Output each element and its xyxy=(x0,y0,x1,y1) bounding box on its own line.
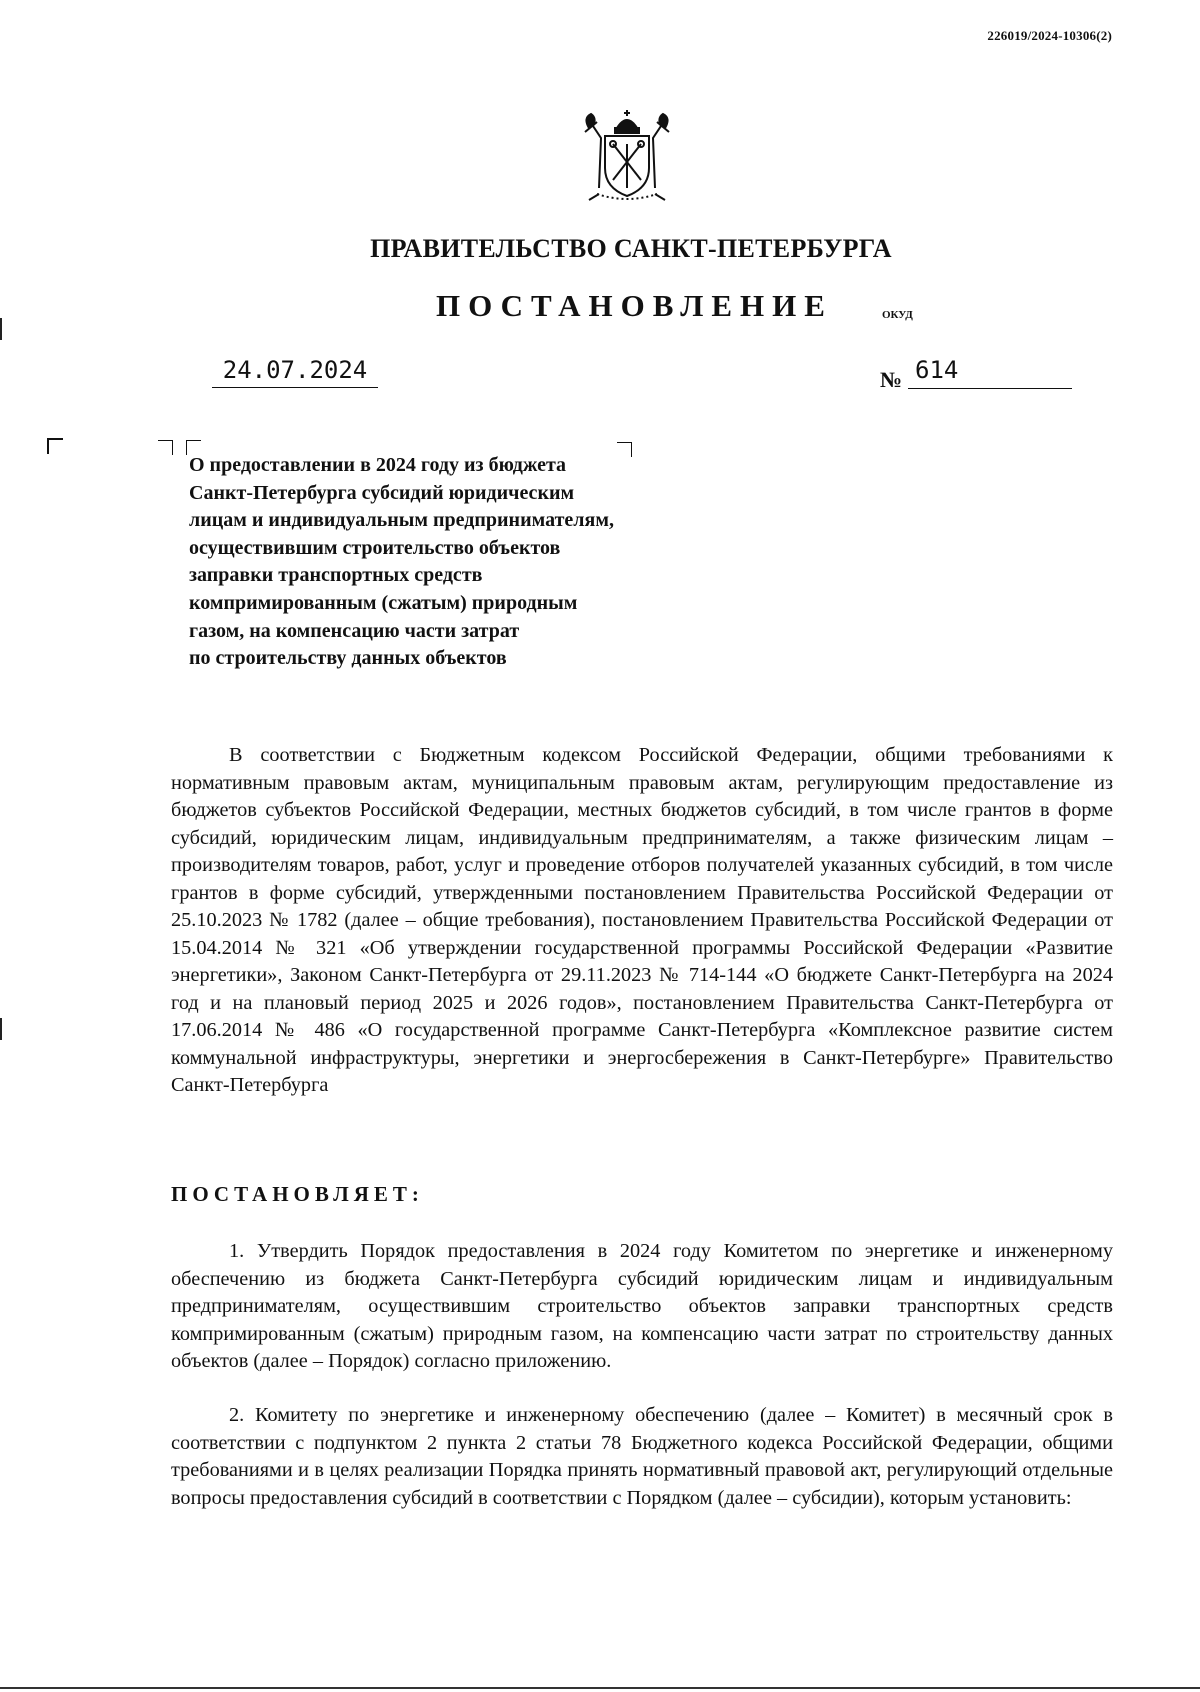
resolution-item-2: 2. Комитету по энергетике и инженерному обеспечению (далее – Комитет) в месячный срок в соответствии с подпунктом 2 пункта 2 статьи 78 Бюджетного кодекса Российской Федерации, общими требованиями и в целях реализации Порядка принять нормативный правовой акт, регулирующий отдельные вопросы предоставления субсидий в соответствии с Порядком (далее – субсидии), которым установить: xyxy=(171,1404,1113,1509)
subject-corner-mark xyxy=(158,440,173,455)
subject-line: лицам и индивидуальным предпринимателям, xyxy=(189,509,614,532)
resolves-heading: ПОСТАНОВЛЯЕТ: xyxy=(171,1182,424,1206)
subject-line: по строительству данных объектов xyxy=(189,647,507,670)
subject-line: компримированным (сжатым) природным xyxy=(189,591,578,614)
decree-subject xyxy=(189,452,749,673)
decree-type-title: ПОСТАНОВЛЕНИЕ xyxy=(436,288,833,323)
resolution-item-1: 1. Утвердить Порядок предоставления в 2024 году Комитетом по энергетике и инженерному обеспечению из бюджета Санкт-Петербурга субсидий юридическим лицам и индивидуальным предпринимателям, осуществившим строительство объектов заправки транспортных средств компримированным (сжатым) природным газом, на компенсацию части затрат по строительству данных объектов (далее – Порядок) согласно приложению. xyxy=(171,1240,1113,1372)
scan-bottom-edge xyxy=(0,1687,1200,1689)
subject-line: Санкт-Петербурга субсидий юридическим xyxy=(189,481,575,504)
decree-number: 614 xyxy=(908,356,1072,389)
subject-line: осуществившим строительство объектов xyxy=(189,536,561,559)
scan-edge-mark xyxy=(0,318,2,340)
document-registration-code: 226019/2024-10306(2) xyxy=(987,28,1112,43)
decree-date: 24.07.2024 xyxy=(212,356,378,388)
government-title: ПРАВИТЕЛЬСТВО САНКТ-ПЕТЕРБУРГА xyxy=(370,234,892,263)
st-petersburg-coat-of-arms-icon xyxy=(579,108,675,208)
preamble-paragraph: В соответствии с Бюджетным кодексом Российской Федерации, общими требованиями к нормативным правовым актам, муниципальным правовым актам, регулирующим предоставление из бюджетов субъектов Российской Федерации, местных бюджетов субсидий, в том числе грантов в форме субсидий, юридическим лицам, индивидуальным предпринимателям, а также физическим лицам – производителям товаров, работ, услуг и проведение отборов получателей указанных субсидий, в том числе грантов в форме субсидий, утвержденными постановлением Правительства Российской Федерации от 25.10.2023 № 1782 (далее – общие требования), постановлением Правительства Российской Федерации от 15.04.2014 № 321 «Об утверждении государственной программы Российской Федерации «Развитие энергетики», Законом Санкт-Петербурга от 29.11.2023 № 714-144 «О бюджете Санкт-Петербурга на 2024 год и на плановый период 2025 и 2026 годов», постановлением Правительства Санкт-Петербурга от 17.06.2014 № 486 «О государственной программе Санкт-Петербурга «Комплексное развитие систем коммунальной инфраструктуры, энергетики и энергосбережения в Санкт-Петербурге» Правительство Санкт-Петербурга xyxy=(171,744,1113,1096)
number-sign: № xyxy=(880,367,903,392)
margin-corner-mark xyxy=(47,438,63,454)
subject-line: газом, на компенсацию части затрат xyxy=(189,619,520,642)
subject-line: О предоставлении в 2024 году из бюджета xyxy=(189,454,567,476)
okud-label: ОКУД xyxy=(882,309,913,321)
scan-edge-mark xyxy=(0,1018,2,1040)
subject-line: заправки транспортных средств xyxy=(189,564,483,587)
